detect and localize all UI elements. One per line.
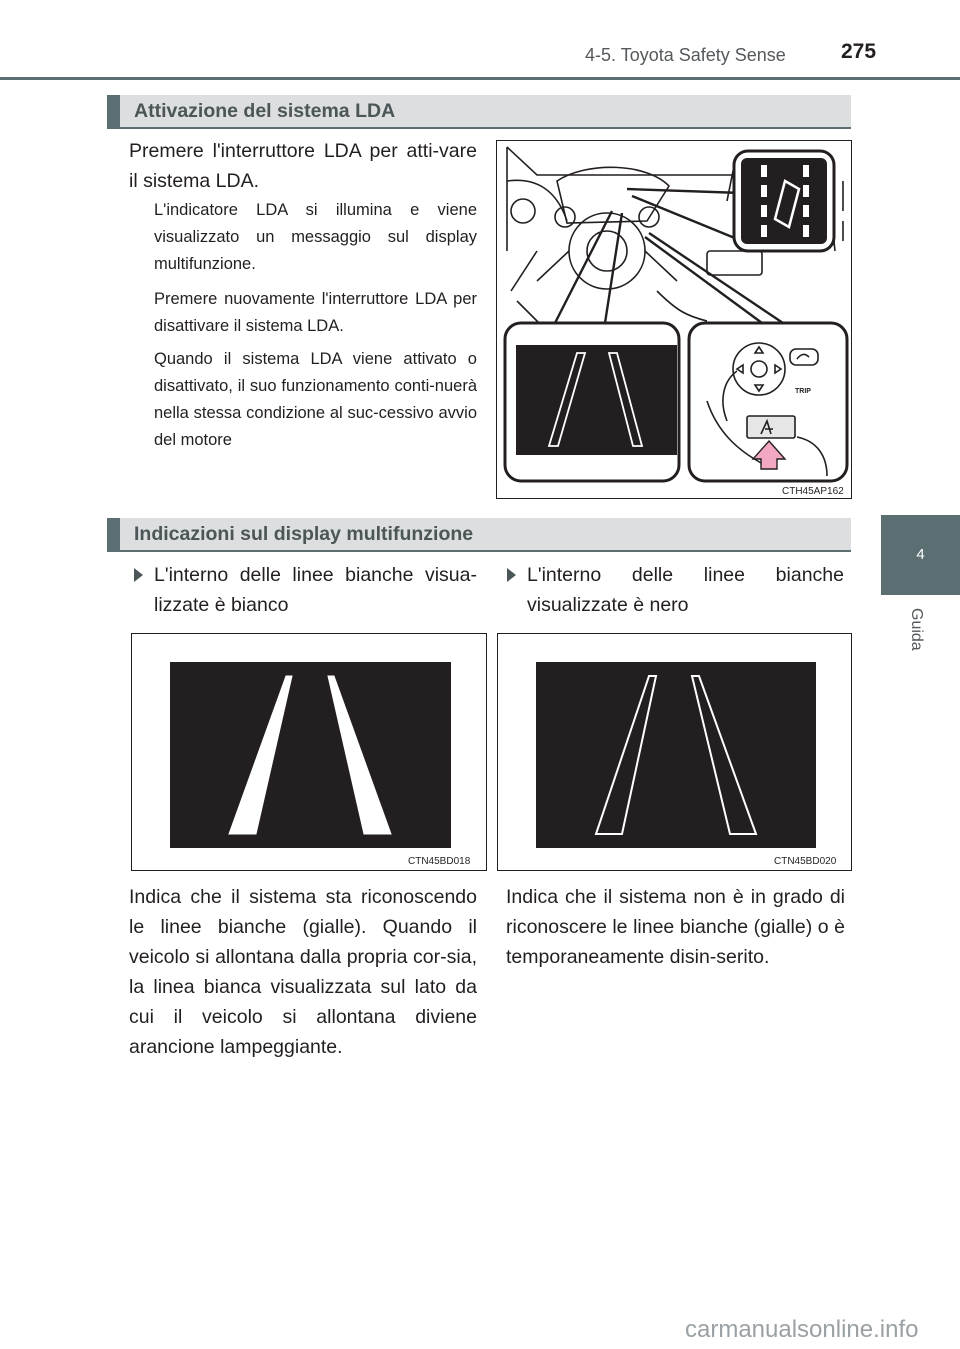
display-figure-white-lines [131,633,487,871]
trip-button-label: TRIP [795,388,811,395]
note-paragraph-2: Premere nuovamente l'interruttore LDA per disattivare il sistema LDA. [154,290,477,335]
lda-switch-illustration [496,140,852,499]
display-figure-black-lines [497,633,852,871]
figure-code-1: CTH45AP162 [782,486,844,497]
note-paragraph-3: Quando il sistema LDA viene attivato o disattivato, il suo funzionamento conti-nuerà nella stessa condizione al suc-cessivo avvio del motore [154,350,477,449]
display-drawing-white [132,634,486,870]
chapter-name: Guida [908,608,925,651]
dashboard-drawing [497,141,851,498]
chapter-tab [881,515,960,595]
chapter-number: 4 [916,546,925,563]
header-rule [0,77,960,80]
footer-watermark: carmanualsonline.info [685,1316,919,1343]
description-black-inside: Indica che il sistema non è in grado di riconoscere le linee bianche (gialle) o è temporaneamente disin-serito. [506,886,845,968]
section-heading-text: Attivazione del sistema LDA [134,100,396,122]
page-number: 275 [841,40,877,63]
display-drawing-black [498,634,851,870]
figure-code-2: CTN45BD018 [408,856,471,867]
section-heading-text: Indicazioni sul display multifunzione [134,523,474,545]
intro-paragraph: Premere l'interruttore LDA per atti-vare il sistema LDA. [129,140,477,192]
description-white-inside: Indica che il sistema sta riconoscendo le linee bianche (gialle). Quando il veicolo si allontana dalla propria cor-sia, la linea bianca visualizzata sul lato da cui il veicolo si allontana diviene arancione lampeggiante. [129,886,477,1058]
note-paragraph-1: L'indicatore LDA si illumina e viene visualizzato un messaggio sul display multifunzione. [154,201,477,273]
bullet-white-inside: L'interno delle linee bianche visua-lizzate è bianco [154,560,477,620]
bullet-black-inside: L'interno delle linee bianche visualizzate è nero [527,560,844,620]
section-heading-lda-activation [107,95,851,129]
section-heading-multi-display [107,518,851,552]
figure-code-3: CTN45BD020 [774,856,837,867]
chapter-name-vertical [893,608,933,668]
running-section-title: 4-5. Toyota Safety Sense [585,45,786,65]
